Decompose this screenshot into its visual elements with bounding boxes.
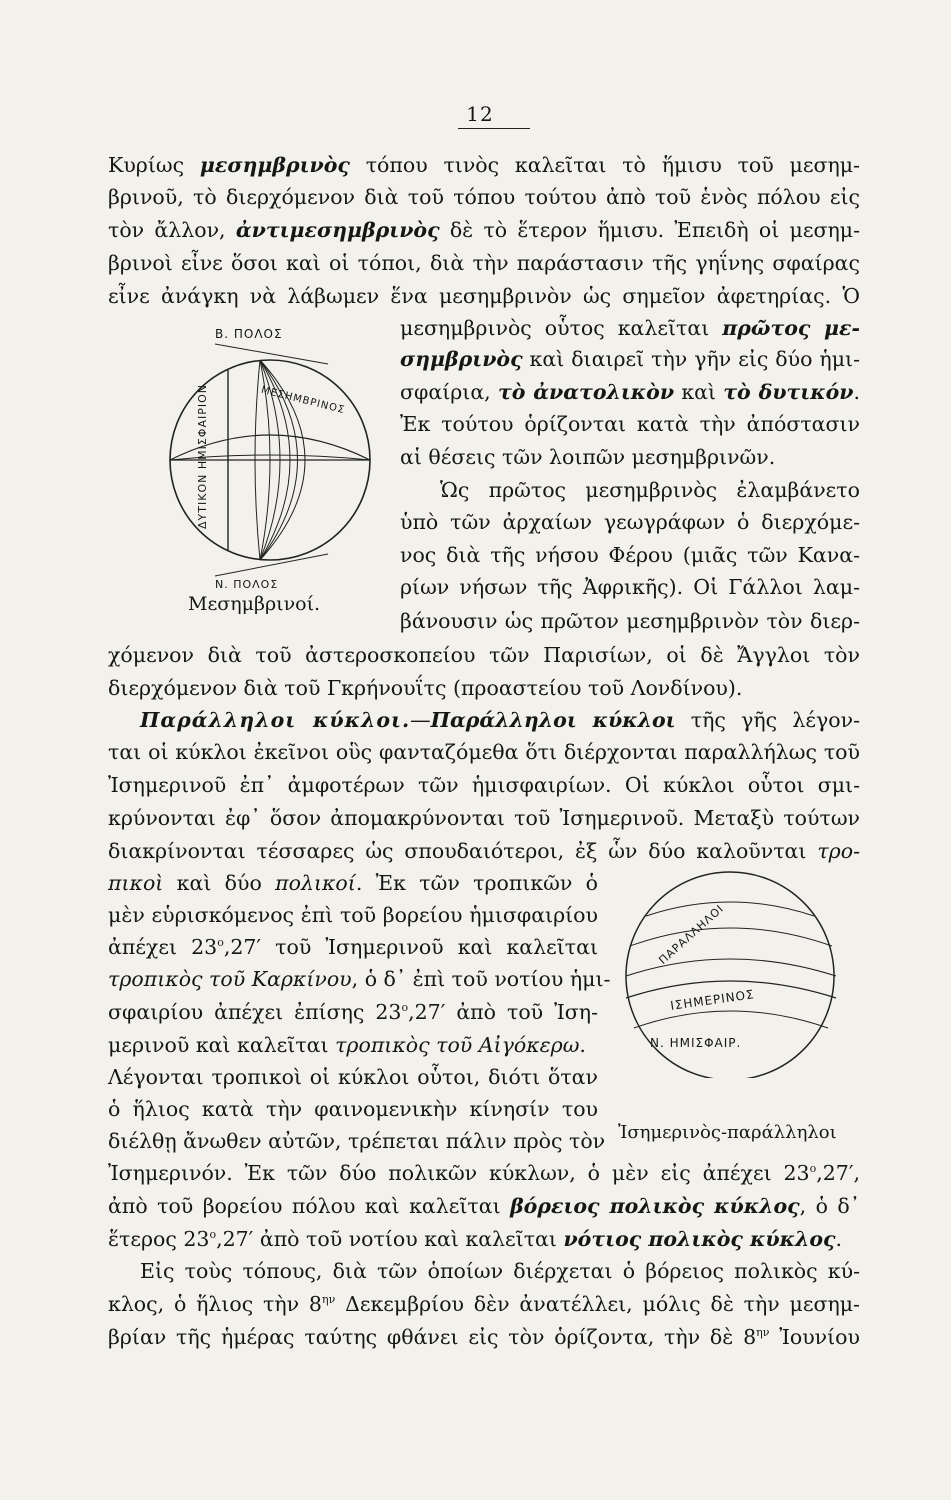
text-segment: Ἰουνίου [769,1325,860,1349]
text-line [108,673,766,703]
text-line [108,640,860,670]
text-segment: τὸ ἀνατολικὸν [497,380,675,404]
text-line [108,1126,606,1156]
text-segment: Ὡς πρῶτος μεσημβρινὸς ἐλαμβάνετο [440,478,860,502]
text-segment: νότιος πολικὸς κύκλος [563,1227,836,1251]
north-pole-label: Β. ΠΟΛΟΣ [215,327,283,341]
text-segment: ρίων νήσων τῆς Ἀφρικῆς). Οἱ Γάλλοι λαμ- [400,575,860,599]
text-line [108,248,860,278]
text-line [108,1289,860,1319]
text-segment: πρῶτος με- [722,316,860,340]
text-segment: ὁ ἥλιος κατὰ τὴν φαινομενικὴν κίνησίν του [108,1097,598,1121]
text-segment: ,27′ ἀπὸ τοῦ Ἰση- [408,1000,599,1024]
text-line [108,737,860,767]
text-segment: ο [809,1162,817,1176]
text-segment: βόρειος πολικὸς κύκλος [510,1194,800,1218]
text-line [108,997,598,1027]
text-line [400,442,824,472]
text-line [108,868,598,898]
text-segment: διακρίνονται τέσσαρες ὡς σπουδαιότεροι, ἐξ ὧν δύο καλοῦνται [108,839,818,863]
text-line [108,1322,860,1352]
south-hemisphere-label: Ν. ΗΜΙΣΦΑΙΡ. [650,1036,742,1050]
text-line [400,377,860,407]
text-line [400,606,860,636]
text-segment: πικοὶ [108,871,164,895]
text-line [108,1030,598,1060]
equator-label: ΙΣΗΜΕΡΙΝΟΣ [669,987,756,1013]
text-segment: εἶνε ἀνάγκη νὰ λάβωμεν ἕνα μεσημβρινὸν ὡς σημεῖον ἀφετηρίας. Ὁ [108,284,860,308]
text-line [400,409,860,439]
text-segment: ,27′ ἀπὸ τοῦ νοτίου καὶ καλεῖται [216,1227,564,1251]
text-segment: βάνουσιν ὡς πρῶτον μεσημβρινὸν τὸν διερ- [400,609,860,633]
text-segment: τρο- [817,839,860,863]
text-segment: Δεκεμβρίου δὲν ἀνατέλλει, μόλις δὲ τὴν μεσημ- [335,1292,860,1316]
text-line [108,281,860,311]
text-segment: ο [209,1228,217,1242]
text-line [140,705,860,735]
text-segment: Παράλληλοι κύκλοι. [140,708,411,732]
text-segment: — [410,708,431,732]
text-segment: ο [217,936,224,950]
text-segment: τὸ δυτικόν [723,380,854,404]
page-number-rule [458,128,530,129]
text-segment: ἕτερος 23 [108,1227,210,1251]
text-segment: Παράλληλοι κύκλοι [430,708,676,732]
meridians-caption: Μεσημβρινοί. [188,593,321,615]
text-segment: ται οἱ κύκλοι ἐκεῖνοι οὓς φανταζόμεθα ὅτι διέρχονται παραλλήλως τοῦ [108,740,860,764]
text-line [108,1224,852,1254]
text-segment: . [853,380,861,404]
text-segment: μὲν εὑρισκόμενος ἐπὶ τοῦ βορείου ἡμισφαιρίου [108,903,598,927]
text-line [108,1094,598,1124]
text-segment: κρύνονται ἐφ᾿ ὅσον ἀπομακρύνονται τοῦ Ἰσημερινοῦ. Μεταξὺ τούτων [108,806,860,830]
text-segment: κλος, ὁ ἥλιος τὴν 8 [108,1292,322,1316]
text-segment: σφαίρια, [400,380,498,404]
text-line [108,150,860,180]
text-line [400,572,860,602]
parallels-label: ΠΑΡΑΛΛΗΛΟΙ [656,901,727,968]
text-line [108,932,598,962]
text-segment: πολικοί [275,871,356,895]
text-line [108,1158,860,1188]
text-line [108,215,860,245]
text-segment: ,27′ τοῦ Ἰσημερινοῦ καὶ καλεῖται [223,935,598,959]
text-segment: τόπου τινὸς καλεῖται τὸ ἥμισυ τοῦ μεσημ- [349,153,860,177]
text-line [108,182,860,212]
text-segment: , ὁ δ᾿ [799,1194,860,1218]
text-line [400,540,860,570]
text-line [440,475,860,505]
text-segment: μερινοῦ καὶ καλεῖται [108,1033,336,1057]
text-segment: ἀντιμεσημβρινὸς [235,218,440,242]
text-segment: διερχόμενον διὰ τοῦ Γκρήνουΐτς (προαστείου τοῦ Λονδίνου). [108,676,743,700]
text-line [108,900,598,930]
text-line [400,313,860,343]
text-segment: , ὁ δ᾿ ἐπὶ τοῦ νοτίου ἡμι- [351,967,611,991]
text-line [108,964,611,994]
text-line [108,836,860,866]
text-segment: ,27′, [816,1161,860,1185]
text-line [108,770,860,800]
text-segment: βρίαν τῆς ἡμέρας ταύτης φθάνει εἰς τὸν ὁρίζοντα, τὴν δὲ 8 [108,1325,757,1349]
text-segment: ο [401,1001,409,1015]
text-segment: σφαιρίου ἀπέχει ἐπίσης 23 [108,1000,402,1024]
text-segment: νος διὰ τῆς νήσου Φέρου (μιᾶς τῶν Κανα- [400,543,860,567]
meridian-label: ΜΕΣΗΜΒΡΙΝΟΣ [259,384,346,417]
meridians-figure [160,327,375,615]
south-pole-label: Ν. ΠΟΛΟΣ [215,578,279,591]
west-hemisphere-label: ΔΥΤΙΚΟΝ ΗΜΙΣΦΑΙΡΙΟΝ [195,384,209,529]
text-segment: σημβρινὸς [400,347,523,371]
text-segment: ὑπὸ τῶν ἀρχαίων γεωγράφων ὁ διερχόμε- [400,510,860,534]
text-segment: Ἰσημερινοῦ ἐπ᾿ ἀμφοτέρων τῶν ἡμισφαιρίων. Οἱ κύκλοι οὗτοι σμι- [108,773,860,797]
text-segment: Κυρίως [108,153,200,177]
parallels-caption: Ἰσημερινὸς-παράλληλοι [618,1122,837,1143]
text-segment: καὶ [674,380,724,404]
text-segment: χόμενον διὰ τοῦ ἀστεροσκοπείου τῶν Παρισίων, οἱ δὲ Ἄγγλοι τὸν [108,643,860,667]
text-line [400,507,860,537]
text-segment: μεσημβρινὸς οὗτος καλεῖται [400,316,723,340]
parallels-figure [610,868,850,1148]
text-segment: βρινοῦ, τὸ διερχόμενον διὰ τοῦ τόπου τούτου ἀπὸ τοῦ ἑνὸς πόλου εἰς [108,185,860,209]
page-number: 12 [466,102,494,126]
text-segment: ἀπέχει 23 [108,935,218,959]
text-segment: Ἐκ τούτου ὁρίζονται κατὰ τὴν ἀπόστασιν [400,412,860,436]
text-segment: ην [321,1293,336,1307]
text-segment: . Ἐκ τῶν τροπικῶν ὁ [355,871,598,895]
text-segment: . [835,1227,842,1251]
text-segment: καὶ δύο [163,871,276,895]
text-segment: ην [756,1326,770,1340]
text-segment: . [579,1033,586,1057]
text-line [108,803,860,833]
text-line [108,1062,598,1092]
text-segment: τροπικὸς τοῦ Καρκίνου [108,967,352,991]
meridians-globe-drawing [160,340,375,580]
text-segment: ἀπὸ τοῦ βορείου πόλου καὶ καλεῖται [108,1194,511,1218]
text-segment: καὶ διαιρεῖ τὴν γῆν εἰς δύο ἡμι- [522,347,860,371]
text-line [140,1256,860,1286]
text-line [400,344,860,374]
text-segment: αἱ θέσεις τῶν λοιπῶν μεσημβρινῶν. [400,445,776,469]
text-segment: Ἰσημερινόν. Ἐκ τῶν δύο πολικῶν κύκλων, ὁ μὲν εἰς ἀπέχει 23 [108,1161,810,1185]
text-line [108,1191,860,1221]
text-segment: τῆς γῆς λέγον- [675,708,861,732]
text-segment: μεσημβρινὸς [199,153,350,177]
text-segment: τροπικὸς τοῦ Αἰγόκερω [335,1033,580,1057]
text-segment: τὸν ἄλλον, [108,218,236,242]
text-segment: Εἰς τοὺς τόπους, διὰ τῶν ὁποίων διέρχεται ὁ βόρειος πολικὸς κύ- [140,1259,860,1283]
text-segment: δὲ τὸ ἕτερον ἥμισυ. Ἐπειδὴ οἱ μεσημ- [439,218,860,242]
text-segment: διέλθῃ ἄνωθεν αὐτῶν, τρέπεται πάλιν πρὸς τὸν [108,1129,606,1153]
text-segment: Λέγονται τροπικοὶ οἱ κύκλοι οὗτοι, διότι ὅταν [108,1065,598,1089]
text-segment: βρινοὶ εἶνε ὅσοι καὶ οἱ τόποι, διὰ τὴν παράστασιν τῆς γηΐνης σφαίρας [108,251,860,275]
